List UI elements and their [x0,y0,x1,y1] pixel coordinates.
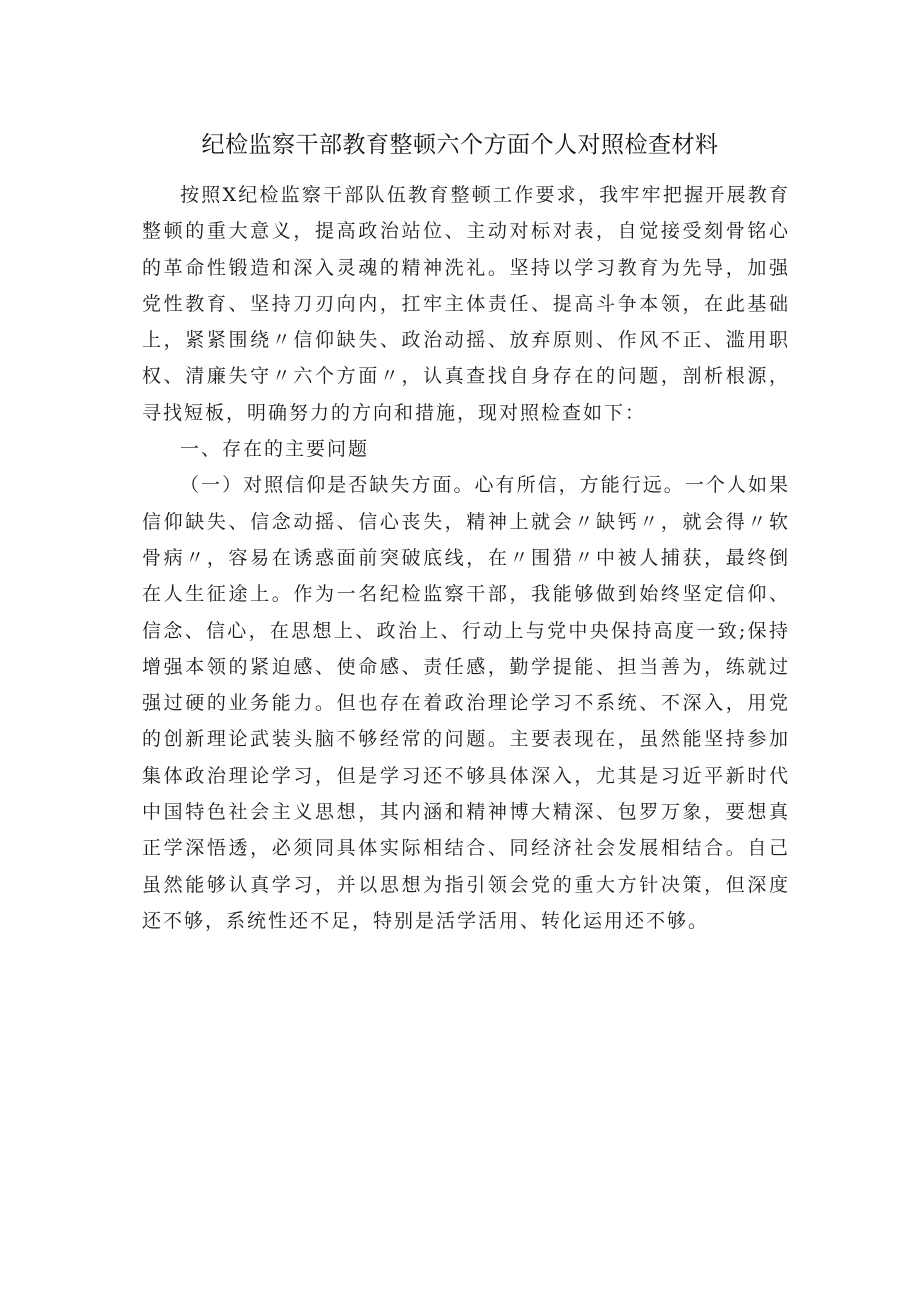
paragraph-section-1: （一）对照信仰是否缺失方面。心有所信，方能行远。一个人如果信仰缺失、信念动摇、信心丧失，精神上就会〃缺钙〃，就会得〃软骨病〃，容易在诱惑面前突破底线，在〃围猎〃中被人捕获，最终倒在人生征途上。作为一名纪检监察干部，我能够做到始终坚定信仰、信念、信心，在思想上、政治上、行动上与党中央保持高度一致;保持增强本领的紧迫感、使命感、责任感，勤学提能、担当善为，练就过强过硬的业务能力。但也存在着政治理论学习不系统、不深入，用党的创新理论武装头脑不够经常的问题。主要表现在，虽然能坚持参加集体政治理论学习，但是学习还不够具体深入，尤其是习近平新时代中国特色社会主义思想，其内涵和精神博大精深、包罗万象，要想真正学深悟透，必须同具体实际相结合、同经济社会发展相结合。自己虽然能够认真学习，并以思想为指引领会党的重大方针决策，但深度还不够，系统性还不足，特别是活学活用、转化运用还不够。 [142,474,790,932]
document-body [142,177,790,939]
paragraph-intro: 按照X纪检监察干部队伍教育整顿工作要求，我牢牢把握开展教育整顿的重大意义，提高政治站位、主动对标对表，自觉接受刻骨铭心的革命性锻造和深入灵魂的精神洗礼。坚持以学习教育为先导，加强党性教育、坚持刀刃向内，扛牢主体责任、提高斗争本领，在此基础上，紧紧围绕〃信仰缺失、政治动摇、放弃原则、作风不正、滥用职权、清廉失守〃六个方面〃，认真查找自身存在的问题，剖析根源，寻找短板，明确努力的方向和措施，现对照检查如下： [142,184,790,424]
section-heading: 一、存在的主要问题 [180,438,370,461]
document-title: 纪检监察干部教育整顿六个方面个人对照检查材料 [201,132,719,158]
